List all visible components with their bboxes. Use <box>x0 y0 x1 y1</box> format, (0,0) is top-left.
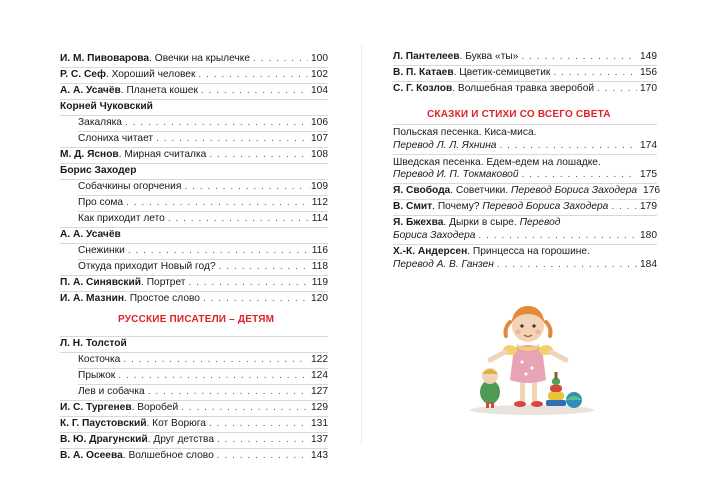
leader-dots <box>521 50 637 64</box>
page-number: 184 <box>640 259 657 270</box>
divider-line <box>393 124 657 125</box>
author: И. С. Тургенев <box>60 402 132 413</box>
page-number: 107 <box>311 133 328 144</box>
leader-dots <box>188 276 308 290</box>
author: И. А. Мазнин <box>60 293 125 304</box>
leader-dots <box>497 258 637 272</box>
toc-entry[interactable] <box>393 168 657 182</box>
page-number: 131 <box>311 418 328 429</box>
toc-entry[interactable] <box>78 212 328 226</box>
work-title: Воробей <box>137 402 179 413</box>
toc-entry[interactable] <box>78 116 328 130</box>
page-number: 129 <box>311 402 328 413</box>
leader-dots <box>253 52 308 66</box>
toc-entry[interactable] <box>393 229 657 243</box>
work-title: Советчики. <box>455 185 509 196</box>
translator: Перевод А. В. Ганзен <box>393 259 494 270</box>
page-number: 143 <box>311 450 328 461</box>
author: В. П. Катаев <box>393 67 454 78</box>
work-title: Планета кошек <box>126 85 198 96</box>
page-number: 156 <box>640 67 657 78</box>
toc-entry[interactable] <box>78 385 328 399</box>
toc-entry[interactable] <box>78 132 328 146</box>
leader-dots <box>499 139 637 153</box>
toc-entry[interactable] <box>393 139 657 153</box>
leader-dots <box>597 82 637 96</box>
work-title: Слониха читает <box>78 133 154 144</box>
author: В. Смит <box>393 201 433 212</box>
translator: Перевод Бориса Заходера <box>482 201 609 212</box>
leader-dots <box>219 260 309 274</box>
leader-dots <box>201 84 308 98</box>
toc-entry[interactable]: И. М. Пивоварова. Овечки на крылечке . . . 100 <box>60 52 328 66</box>
toc-entry[interactable] <box>78 369 328 383</box>
work-title: Дырки в сыре. <box>449 217 517 228</box>
work-title: Собачкины огорчения <box>78 181 182 192</box>
author: Я. Свобода <box>393 185 451 196</box>
page-gutter <box>361 45 362 445</box>
work-title: Буква «ты» <box>465 51 519 62</box>
toc-entry-line1: Х.-К. Андерсен. Принцесса на горошине. <box>393 246 590 257</box>
work-title: Принцесса на горошине. <box>472 246 590 257</box>
toc-entry[interactable]: И. С. Тургенев. Воробей . . . 129 <box>60 401 328 415</box>
page-number: 127 <box>311 386 328 397</box>
toc-entry[interactable]: В. П. Катаев. Цветик-семицветик . . . 156 <box>393 66 657 80</box>
doll-illustration <box>460 288 600 418</box>
toc-entry[interactable] <box>78 196 328 210</box>
author: К. Г. Паустовский <box>60 418 147 429</box>
leader-dots <box>168 212 309 226</box>
toc-entry[interactable]: В. Смит. Почему? Перевод Бориса Заходера . . . 179 <box>393 200 657 214</box>
toc-entry[interactable]: Л. Пантелеев. Буква «ты» . . . 149 <box>393 50 657 64</box>
toc-entry[interactable]: И. А. Мазнин. Простое слово . . . 120 <box>60 292 328 306</box>
leader-dots <box>209 148 308 162</box>
work-title: Закаляка <box>78 117 122 128</box>
leader-dots <box>522 168 637 182</box>
page-number: 116 <box>311 245 328 256</box>
leader-dots <box>611 200 637 214</box>
page-number: 122 <box>311 354 328 365</box>
page-number: 119 <box>311 277 328 288</box>
work-title: Овечки на крылечке <box>154 53 250 64</box>
work-title: Откуда приходит Новый год? <box>78 261 216 272</box>
page-number: 104 <box>311 85 328 96</box>
author: С. Г. Козлов <box>393 83 453 94</box>
leader-dots <box>118 369 308 383</box>
toc-entry[interactable] <box>78 244 328 258</box>
translator: Перевод Бориса Заходера <box>511 185 638 196</box>
work-title: Косточка <box>78 354 121 365</box>
author-heading: Л. Н. Толстой <box>60 338 127 349</box>
author: И. М. Пивоварова <box>60 53 150 64</box>
leader-dots <box>181 401 308 415</box>
work-title: Кот Ворюга <box>152 418 206 429</box>
work-title: Мирная считалка <box>124 149 207 160</box>
work-title: Портрет <box>146 277 186 288</box>
author-heading: А. А. Усачёв <box>60 229 121 240</box>
page-number: 124 <box>311 370 328 381</box>
translator: Перевод Л. Л. Яхнина <box>393 140 497 151</box>
section-heading: СКАЗКИ И СТИХИ СО ВСЕГО СВЕТА <box>427 109 611 120</box>
work-title: Волшебная травка зверобой <box>457 83 595 94</box>
toc-entry[interactable] <box>393 258 657 272</box>
toc-entry[interactable]: М. Д. Яснов. Мирная считалка . . . 108 <box>60 148 328 162</box>
leader-dots <box>478 229 637 243</box>
author: В. Ю. Драгунский <box>60 434 148 445</box>
author: В. А. Осеева <box>60 450 123 461</box>
author: П. А. Синявский <box>60 277 142 288</box>
leader-dots <box>209 417 308 431</box>
page-number: 137 <box>311 434 328 445</box>
author: Х.-К. Андерсен <box>393 246 468 257</box>
work-title: Волшебное слово <box>128 450 214 461</box>
page-number: 180 <box>640 230 657 241</box>
author: М. Д. Яснов <box>60 149 119 160</box>
author: А. А. Усачёв <box>60 85 121 96</box>
page-number: 179 <box>640 201 657 212</box>
work-title: Друг детства <box>153 434 214 445</box>
work-title: Польская песенка. Киса-миса. <box>393 127 537 138</box>
toc-entry[interactable] <box>78 260 328 274</box>
work-title: Лев и собачка <box>78 386 145 397</box>
work-title: Про сома <box>78 197 124 208</box>
page-number: 114 <box>311 213 328 224</box>
work-title: Цветик-семицветик <box>459 67 551 78</box>
page-number: 108 <box>311 149 328 160</box>
author-heading: Борис Заходер <box>60 165 137 176</box>
toc-entry[interactable] <box>78 353 328 367</box>
author-heading: Корней Чуковский <box>60 101 153 112</box>
page-number: 109 <box>311 181 328 192</box>
page-number: 112 <box>311 197 328 208</box>
work-title: Прыжок <box>78 370 116 381</box>
small-doll-icon <box>480 368 500 408</box>
leader-dots <box>125 116 308 130</box>
author: Л. Пантелеев <box>393 51 460 62</box>
toc-entry[interactable] <box>78 180 328 194</box>
page-number: 149 <box>640 51 657 62</box>
toc-entry[interactable]: Р. С. Сеф. Хороший человек . . . 102 <box>60 68 328 82</box>
toc-entry[interactable]: В. А. Осеева. Волшебное слово . . . 143 <box>60 449 328 463</box>
page-number: 175 <box>640 169 657 180</box>
leader-dots <box>126 196 309 210</box>
leader-dots <box>203 292 308 306</box>
author: Я. Бжехва <box>393 217 444 228</box>
leader-dots <box>217 449 308 463</box>
toc-entry[interactable]: К. Г. Паустовский. Кот Ворюга . . . 131 <box>60 417 328 431</box>
work-title: Простое слово <box>129 293 200 304</box>
page-number: 120 <box>311 293 328 304</box>
work-title: Как приходит лето <box>78 213 165 224</box>
toc-entry[interactable]: В. Ю. Драгунский. Друг детства . . . 137 <box>60 433 328 447</box>
page-number: 170 <box>640 83 657 94</box>
page-number: 174 <box>640 140 657 151</box>
work-title: Шведская песенка. Едем-едем на лошадке. <box>393 157 601 168</box>
page-number: 118 <box>311 261 328 272</box>
translator: Перевод <box>519 217 561 228</box>
leader-dots <box>128 244 309 258</box>
leader-dots <box>553 66 637 80</box>
pyramid-toy-icon <box>546 372 566 406</box>
leader-dots <box>198 68 308 82</box>
work-title: Снежинки <box>78 245 125 256</box>
translator: Перевод И. П. Токмаковой <box>393 169 519 180</box>
work-title: Хороший человек <box>111 69 196 80</box>
toc-entry[interactable]: Я. Свобода. Советчики. Перевод Бориса Заходера 176 <box>393 185 661 196</box>
page-number: 106 <box>311 117 328 128</box>
author: Р. С. Сеф <box>60 69 106 80</box>
leader-dots <box>148 385 308 399</box>
page-number: 176 <box>643 185 661 196</box>
leader-dots <box>184 180 308 194</box>
toc-entry[interactable]: П. А. Синявский. Портрет . . . 119 <box>60 276 328 290</box>
leader-dots <box>123 353 308 367</box>
divider-line <box>393 154 657 155</box>
page-number: 102 <box>311 69 328 80</box>
toc-entry-line1: Я. Бжехва. Дырки в сыре. Перевод <box>393 217 561 228</box>
toc-entry[interactable]: А. А. Усачёв. Планета кошек . . . 104 <box>60 84 328 98</box>
ball-icon <box>566 392 582 408</box>
leader-dots <box>156 132 308 146</box>
leader-dots <box>217 433 308 447</box>
work-title: Почему? <box>437 201 480 212</box>
section-heading: РУССКИЕ ПИСАТЕЛИ – ДЕТЯМ <box>118 314 275 325</box>
toc-entry[interactable]: С. Г. Козлов. Волшебная травка зверобой . . . 170 <box>393 82 657 96</box>
page-number: 100 <box>311 53 328 64</box>
translator: Бориса Заходера <box>393 230 476 241</box>
